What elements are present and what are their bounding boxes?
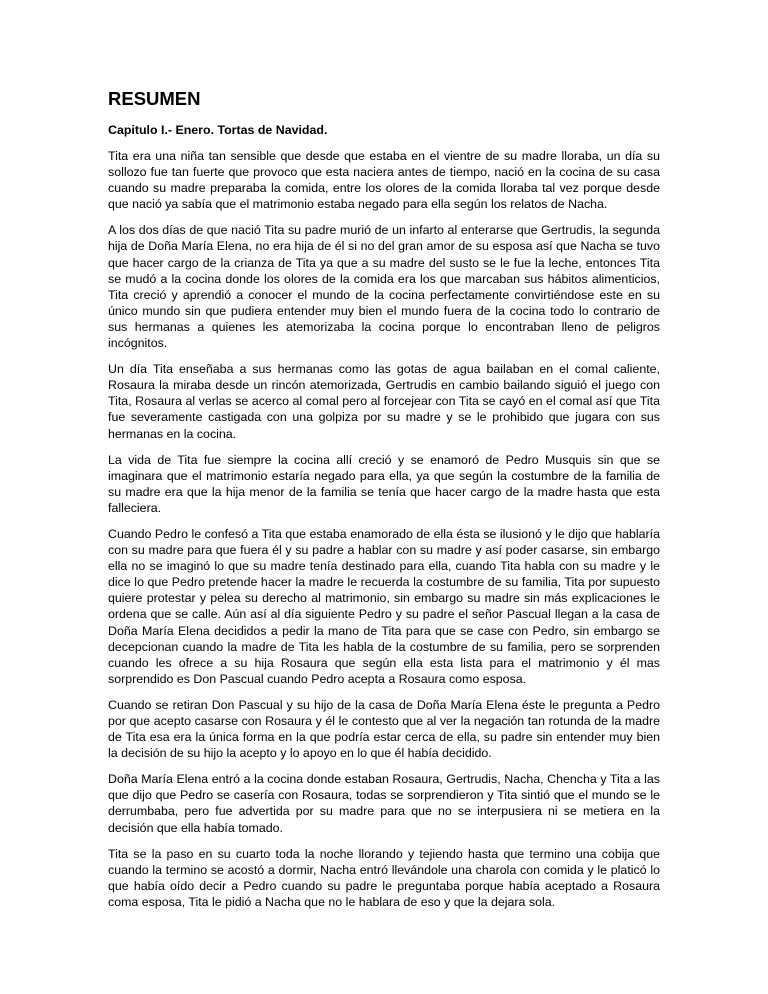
paragraph-2: A los dos días de que nació Tita su padre murió de un infarto al enterarse que Gertrudis, la segunda hija de Doña María Elena, no era hija de él si no del gran amor de su esposa así que Nacha se tuvo que hacer cargo de la crianza de Tita ya que a su madre del susto se le fue la leche, entonces Tita se mudó a la cocina donde los olores de la comida era los que marcaban sus hábitos alimenticios, Tita creció y aprendió a conocer el mundo de la cocina perfectamente convirtiéndose este en su único mundo sin que pudiera entender muy bien el mundo fuera de la cocina todo lo contrario de sus hermanas a quienes les atemorizaba la cocina porque lo encontraban lleno de peligros incógnitos. xyxy=(108,223,660,351)
paragraph-8: Tita se la paso en su cuarto toda la noche llorando y tejiendo hasta que termino una cobija que cuando la termino se acostó a dormir, Nacha entró llevándole una charola con comida y le platicó lo que había oído decir a Pedro cuando su padre le preguntaba porque había aceptado a Rosaura coma esposa, Tita le pidió a Nacha que no le hablara de eso y que la dejara sola. xyxy=(108,846,660,909)
chapter-heading: Capitulo I.- Enero. Tortas de Navidad. xyxy=(108,123,328,137)
paragraph-1: Tita era una niña tan sensible que desde que estaba en el vientre de su madre lloraba, un día su sollozo fue tan fuerte que provoco que esta naciera antes de tiempo, nació en la cocina de su casa cuando su madre preparaba la comida, entre los olores de la comida lloraba tal vez porque desde que nació ya sabía que el matrimonio estaba negado para ella según los relatos de Nacha. xyxy=(108,149,660,212)
page-title: RESUMEN xyxy=(108,88,201,109)
paragraph-3: Un día Tita enseñaba a sus hermanas como las gotas de agua bailaban en el comal caliente, Rosaura la miraba desde un rincón atemorizada, Gertrudis en cambio bailando siguió el juego con Tita, Rosaura al verlas se acerco al comal pero al forcejear con Tita se cayó en el comal así que Tita fue severamente castigada con una golpiza por su madre y se le prohibido que jugara con sus hermanas en la cocina. xyxy=(108,362,660,441)
paragraph-4: La vida de Tita fue siempre la cocina allí creció y se enamoró de Pedro Musquis sin que se imaginara que el matrimonio estaría negado para ella, ya que según la costumbre de la familia de su madre era que la hija menor de la familia se tenía que hacer cargo de la madre hasta que esta falleciera. xyxy=(108,452,660,515)
document-page xyxy=(108,88,660,910)
paragraph-7: Doña María Elena entró a la cocina donde estaban Rosaura, Gertrudis, Nacha, Chencha y Tita a las que dijo que Pedro se casería con Rosaura, todas se sorprendieron y Tita sintió que el mundo se le derrumbaba, pero fue advertida por su madre para que no se interpusiera ni se metiera en la decisión que ella había tomado. xyxy=(108,772,660,835)
paragraph-5: Cuando Pedro le confesó a Tita que estaba enamorado de ella ésta se ilusionó y le dijo que hablaría con su madre para que fuera él y su padre a hablar con su madre y así poder casarse, sin embargo ella no se imaginó lo que su madre tenía destinado para ella, cuando Tita habla con su madre y le dice lo que Pedro pretende hacer la madre le recuerda la costumbre de su familia, Tita por supuesto quiere protestar y pelea su derecho al matrimonio, sin embargo su madre sin más explicaciones le ordena que se calle. Aún así al día siguiente Pedro y su padre el señor Pascual llegan a la casa de Doña María Elena decididos a pedir la mano de Tita para que se case con Pedro, sin embargo se decepcionan cuando la madre de Tita les habla de la costumbre de su familia, pero se sorprenden cuando les ofrece a su hija Rosaura que según ella esta lista para el matrimonio y él mas sorprendido es Don Pascual cuando Pedro acepta a Rosaura como esposa. xyxy=(108,526,660,686)
paragraph-6: Cuando se retiran Don Pascual y su hijo de la casa de Doña María Elena éste le pregunta a Pedro por que acepto casarse con Rosaura y él le contesto que al ver la negación tan rotunda de la madre de Tita esa era la única forma en la que podría estar cerca de ella, su padre sin entender muy bien la decisión de su hijo la acepto y lo apoyo en lo que él había decidido. xyxy=(108,697,660,761)
